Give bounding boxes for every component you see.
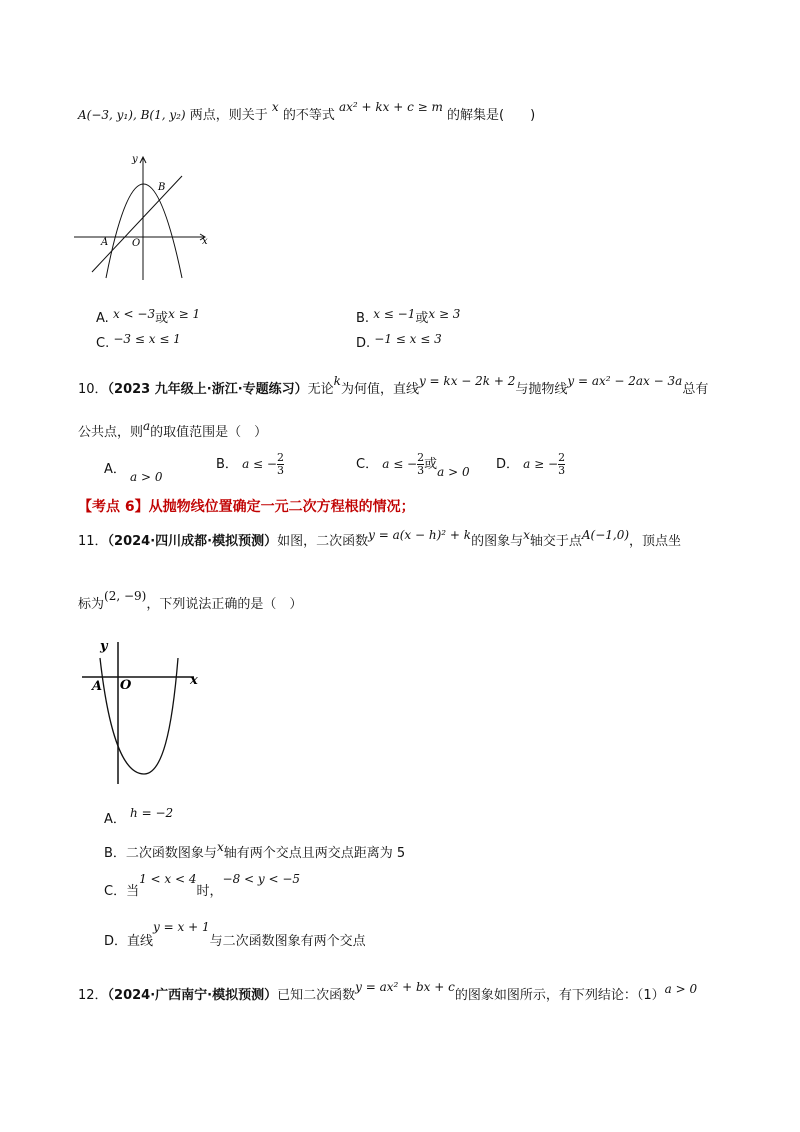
- option-letter: C.: [96, 336, 110, 351]
- option-text: 时，: [196, 884, 223, 899]
- q11-graph-y-label: y: [100, 639, 108, 654]
- q10-parabola-equation: y = ax² − 2ax − 3a: [567, 374, 683, 388]
- option-letter: C．: [356, 457, 379, 472]
- q10-text: 与抛物线: [515, 382, 568, 397]
- q9-text-ineq: 的不等式: [282, 108, 335, 123]
- q10-text: 为何值，直线: [340, 382, 419, 397]
- fraction-denominator: 3: [558, 464, 566, 477]
- q11-graph-x-label: x: [190, 673, 198, 688]
- option-content: a ≤ −: [242, 457, 277, 471]
- q11-var-x: x: [523, 528, 530, 542]
- q12-condition: a > 0: [664, 982, 698, 996]
- q11-function: y = a(x − h)² + k: [368, 528, 472, 542]
- q11-text: 标为: [78, 597, 105, 612]
- fraction: [277, 452, 284, 477]
- option-letter: B．: [216, 457, 238, 472]
- option-letter: A．: [104, 812, 126, 827]
- q11-text: 的图象与: [471, 534, 524, 549]
- q10-text: 公共点，则: [78, 425, 144, 440]
- option-letter: C．: [104, 884, 127, 899]
- q10-var-k: k: [333, 374, 341, 388]
- q11-option-d: [104, 920, 366, 949]
- fraction-denominator: 3: [417, 464, 425, 477]
- option-text: 二次函数图象与: [125, 846, 217, 861]
- q11-stem-line1: [78, 530, 681, 549]
- option-text: 当: [126, 884, 140, 899]
- q11-text: ，下列说法正确的是（ ）: [146, 597, 303, 612]
- q9-graph-y-label: y: [132, 154, 138, 165]
- q10-option-b: [216, 452, 284, 477]
- q10-stem-line2: [78, 421, 267, 440]
- option-content: a ≤ −: [382, 457, 418, 471]
- option-letter: D.: [356, 336, 371, 351]
- fraction-numerator: 2: [558, 451, 566, 464]
- option-content: −1 ≤ x ≤ 3: [374, 332, 442, 346]
- option-connector: 或: [415, 311, 429, 326]
- fraction-numerator: 2: [417, 451, 425, 464]
- q11-point-a: A(−1,0): [581, 528, 630, 542]
- q11-graph-origin-label: O: [120, 678, 132, 693]
- q9-graph-point-a-label: A: [101, 237, 109, 248]
- q9-graph-origin-label: O: [132, 238, 141, 249]
- q11-option-a: [104, 808, 173, 827]
- q9-graph-point-b-label: B: [158, 182, 166, 193]
- question-source: （2023 九年级上·浙江·专题练习）: [107, 382, 308, 397]
- q10-stem-line1: [78, 374, 709, 397]
- q12-stem: [78, 980, 698, 1003]
- option-letter: D．: [104, 934, 128, 949]
- q11-option-c: [104, 872, 301, 899]
- q9-option-d: [356, 332, 442, 351]
- fraction: [558, 452, 565, 477]
- q10-option-d: [496, 452, 565, 477]
- fraction-numerator: 2: [276, 451, 284, 464]
- q9-inequality: ax² + kx + c ≥ m: [338, 100, 443, 114]
- q9-option-c: [96, 332, 181, 351]
- option-content: h = −2: [130, 806, 174, 820]
- option-letter: B．: [104, 846, 126, 861]
- q9-stem: [78, 100, 536, 123]
- fraction-denominator: 3: [276, 464, 284, 477]
- option-content: −3 ≤ x ≤ 1: [113, 332, 181, 346]
- q9-option-b: [356, 307, 460, 326]
- option-content: x ≤ −1: [373, 307, 416, 321]
- option-connector: 或: [424, 457, 438, 472]
- q11-option-b: [104, 842, 405, 861]
- option-letter: D．: [496, 457, 520, 472]
- q9-graph: [74, 150, 214, 285]
- option-math: −8 < y < −5: [222, 872, 301, 886]
- q10-option-c: [356, 452, 470, 477]
- q10-option-a: [104, 458, 163, 484]
- q12-text: 已知二次函数: [277, 988, 356, 1003]
- question-number: 10．: [78, 382, 108, 397]
- q12-function: y = ax² + bx + c: [355, 980, 455, 994]
- option-content2: a > 0: [437, 465, 470, 479]
- option-connector: 或: [155, 311, 169, 326]
- option-content2: x ≥ 3: [428, 307, 461, 321]
- option-math: 1 < x < 4: [139, 872, 197, 886]
- option-content: x < −3: [112, 307, 156, 321]
- q9-text-mid: 两点，则关于: [189, 108, 268, 123]
- option-letter: A.: [96, 311, 109, 326]
- option-math: y = x + 1: [153, 920, 210, 934]
- question-source: （2024·广西南宁·模拟预测）: [107, 988, 278, 1003]
- option-letter: A．: [104, 462, 126, 477]
- q11-graph-point-a-label: A: [92, 679, 103, 694]
- option-content: a > 0: [130, 470, 163, 484]
- question-source: （2024·四川成都·模拟预测）: [107, 534, 278, 549]
- q9-graph-x-label: x: [202, 236, 208, 247]
- q10-line-equation: y = kx − 2k + 2: [418, 374, 516, 388]
- q10-text: 的取值范围是（ ）: [150, 425, 268, 440]
- q11-stem-line2: [78, 589, 303, 612]
- q11-vertex: (2, −9): [104, 589, 147, 603]
- q9-option-a: [96, 307, 200, 326]
- option-content2: x ≥ 1: [168, 307, 201, 321]
- section-heading: 【考点 6】从抛物线位置确定一元二次方程根的情况；: [78, 499, 415, 515]
- q11-text: ，顶点坐: [629, 534, 682, 549]
- q12-text: 的图象如图所示，有下列结论：（1）: [454, 988, 665, 1003]
- option-var-x: x: [216, 840, 224, 854]
- q10-text: 无论: [307, 382, 334, 397]
- option-text: 直线: [127, 934, 154, 949]
- option-letter: B.: [356, 311, 370, 326]
- q10-var-a: a: [143, 419, 151, 433]
- q10-text: 总有: [682, 382, 709, 397]
- option-text: 与二次函数图象有两个交点: [209, 934, 366, 949]
- q9-var-x: x: [271, 100, 279, 114]
- q11-text: 如图，二次函数: [277, 534, 369, 549]
- question-number: 11．: [78, 534, 108, 549]
- q11-graph: [82, 632, 212, 792]
- q9-points: A(−3, y₁), B(1, y₂): [78, 108, 186, 122]
- option-content: a ≥ −: [523, 457, 559, 471]
- question-number: 12．: [78, 988, 108, 1003]
- q11-text: 轴交于点: [529, 534, 582, 549]
- q9-text-end: 的解集是( ): [447, 108, 536, 123]
- option-text: 轴有两个交点且两交点距离为 5: [223, 846, 406, 861]
